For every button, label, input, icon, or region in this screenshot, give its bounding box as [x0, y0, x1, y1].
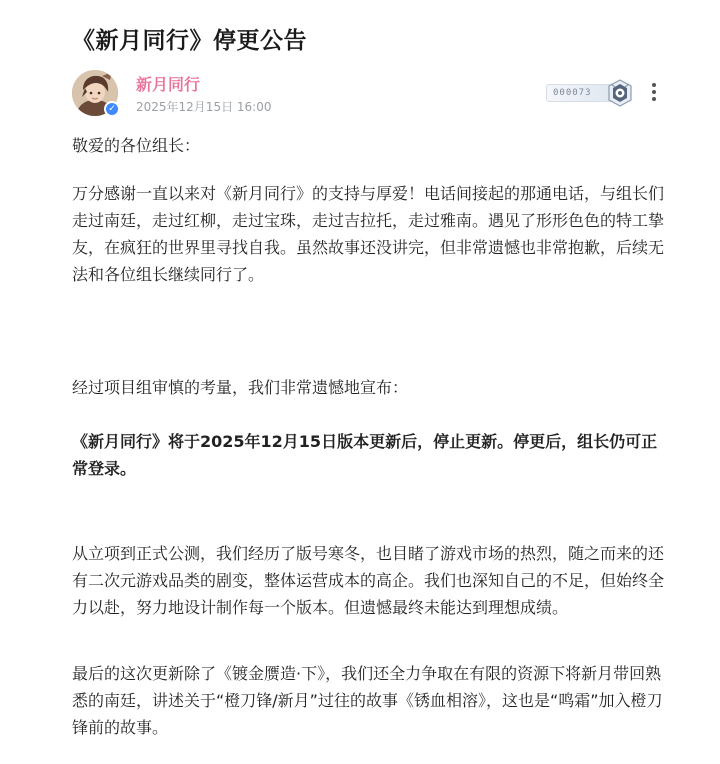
badge-number: 000073 — [553, 88, 592, 98]
page-title: 《新月同行》停更公告 — [72, 28, 307, 54]
more-options-button[interactable] — [644, 80, 664, 106]
emblem-icon — [606, 79, 634, 107]
more-vertical-icon-dot — [652, 97, 656, 101]
author-row — [72, 70, 672, 120]
body-paragraph-3-emphasis: 《新月同行》将于2025年12月15日版本更新后，停止更新。停更后，组长仍可正常登录。 — [72, 432, 658, 478]
verified-badge-icon: ✓ — [104, 101, 120, 117]
more-vertical-icon-dot — [652, 90, 656, 94]
user-badge[interactable] — [546, 82, 632, 104]
more-vertical-icon-dot — [652, 83, 656, 87]
author-name[interactable]: 新月同行 — [136, 75, 201, 94]
body-paragraph-4: 从立项到正式公测，我们经历了版号寒冬，也目睹了游戏市场的热烈，随之而来的还有二次元游戏品类的剧变，整体运营成本的高企。我们也深知自己的不足，但始终全力以赴，努力地设计制作每一个版本。但遗憾最终未能达到理想成绩。 — [72, 544, 665, 617]
greeting-paragraph: 敬爱的各位组长： — [72, 136, 201, 155]
post-timestamp: 2025年12月15日 16:00 — [136, 100, 272, 114]
body-paragraph-1: 万分感谢一直以来对《新月同行》的支持与厚爱！电话间接起的那通电话，与组长们走过南廷，走过红柳，走过宝珠，走过吉拉托，走过雅南。遇见了形形色色的特工挚友，在疯狂的世界里寻找自我。虽然故事还没讲完，但非常遗憾也非常抱歉，后续无法和各位组长继续同行了。 — [72, 184, 665, 284]
body-paragraph-5: 最后的这次更新除了《镀金赝造·下》，我们还全力争取在有限的资源下将新月带回熟悉的南廷，讲述关于“橙刀锋/新月”过往的故事《锈血相溶》，这也是“鸣霜”加入橙刀锋前的故事。 — [72, 664, 663, 737]
body-paragraph-2: 经过项目组审慎的考量，我们非常遗憾地宣布： — [72, 378, 409, 397]
